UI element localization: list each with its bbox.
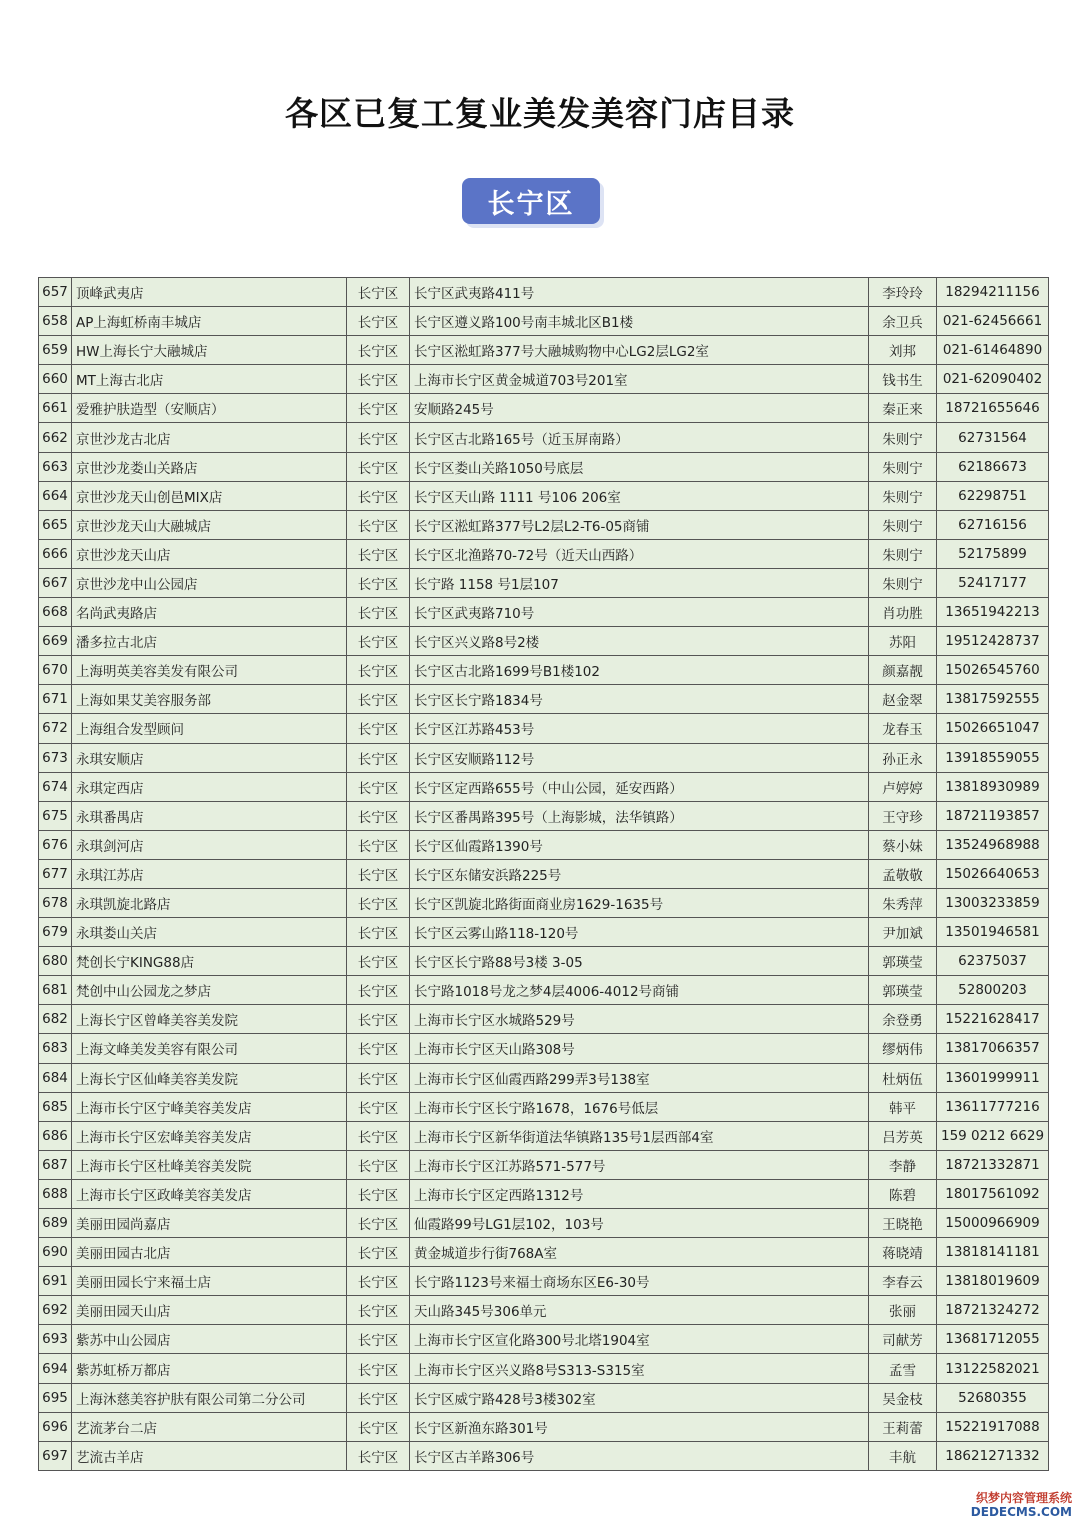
store-district: 长宁区 — [347, 336, 410, 365]
store-contact: 卢婷婷 — [869, 772, 937, 801]
store-table-body — [39, 278, 1049, 1471]
store-address: 长宁区威宁路428号3楼302室 — [410, 1383, 869, 1412]
store-phone: 15026651047 — [937, 714, 1049, 743]
row-number: 692 — [39, 1296, 72, 1325]
row-number: 674 — [39, 772, 72, 801]
store-name: 京世沙龙娄山关路店 — [72, 452, 347, 481]
row-number: 667 — [39, 568, 72, 597]
table-row — [39, 1238, 1049, 1267]
store-address: 上海市长宁区宣化路300号北塔1904室 — [410, 1325, 869, 1354]
table-row — [39, 685, 1049, 714]
store-phone: 159 0212 6629 — [937, 1121, 1049, 1150]
store-address: 上海市长宁区水城路529号 — [410, 1005, 869, 1034]
store-name: 上海市长宁区宁峰美容美发店 — [72, 1092, 347, 1121]
store-contact: 司献芳 — [869, 1325, 937, 1354]
store-address: 安顺路245号 — [410, 394, 869, 423]
store-address: 长宁区云雾山路118-120号 — [410, 918, 869, 947]
store-name: 京世沙龙天山创邑MIX店 — [72, 481, 347, 510]
store-name: 艺流古羊店 — [72, 1441, 347, 1470]
store-district: 长宁区 — [347, 1325, 410, 1354]
store-contact: 郭瑛莹 — [869, 947, 937, 976]
store-contact: 缪炳伟 — [869, 1034, 937, 1063]
store-phone: 18721193857 — [937, 801, 1049, 830]
table-row — [39, 1296, 1049, 1325]
table-row — [39, 1179, 1049, 1208]
store-district: 长宁区 — [347, 859, 410, 888]
store-name: 京世沙龙天山大融城店 — [72, 510, 347, 539]
store-district: 长宁区 — [347, 830, 410, 859]
store-address: 长宁区古羊路306号 — [410, 1441, 869, 1470]
store-address: 长宁区兴义路8号2楼 — [410, 627, 869, 656]
store-name: 紫苏虹桥万都店 — [72, 1354, 347, 1383]
store-district: 长宁区 — [347, 656, 410, 685]
store-contact: 张丽 — [869, 1296, 937, 1325]
store-name: 京世沙龙天山店 — [72, 539, 347, 568]
store-phone: 18721332871 — [937, 1150, 1049, 1179]
store-district: 长宁区 — [347, 918, 410, 947]
store-address: 上海市长宁区新华街道法华镇路135号1层西部4室 — [410, 1121, 869, 1150]
store-address: 长宁区新渔东路301号 — [410, 1412, 869, 1441]
store-contact: 李玲玲 — [869, 278, 937, 307]
store-district: 长宁区 — [347, 1063, 410, 1092]
store-address: 上海市长宁区黄金城道703号201室 — [410, 365, 869, 394]
row-number: 677 — [39, 859, 72, 888]
store-address: 长宁区武夷路411号 — [410, 278, 869, 307]
row-number: 678 — [39, 888, 72, 917]
store-address: 长宁区古北路165号（近玉屏南路） — [410, 423, 869, 452]
table-row — [39, 452, 1049, 481]
store-phone: 13818019609 — [937, 1267, 1049, 1296]
store-phone: 62731564 — [937, 423, 1049, 452]
table-row — [39, 859, 1049, 888]
store-name: 上海市长宁区杜峰美容美发院 — [72, 1150, 347, 1179]
store-district: 长宁区 — [347, 1412, 410, 1441]
store-contact: 杜炳伍 — [869, 1063, 937, 1092]
store-name: 紫苏中山公园店 — [72, 1325, 347, 1354]
store-address: 上海市长宁区天山路308号 — [410, 1034, 869, 1063]
store-name: 美丽田园尚嘉店 — [72, 1209, 347, 1238]
store-name: 永琪番禺店 — [72, 801, 347, 830]
store-district: 长宁区 — [347, 1034, 410, 1063]
table-row — [39, 1412, 1049, 1441]
store-address: 上海市长宁区兴义路8号S313-S315室 — [410, 1354, 869, 1383]
store-name: 梵创长宁KING88店 — [72, 947, 347, 976]
store-district: 长宁区 — [347, 278, 410, 307]
district-badge: 长宁区 — [462, 178, 600, 224]
store-address: 天山路345号306单元 — [410, 1296, 869, 1325]
store-phone: 13681712055 — [937, 1325, 1049, 1354]
table-row — [39, 365, 1049, 394]
store-contact: 苏阳 — [869, 627, 937, 656]
store-phone: 13651942213 — [937, 598, 1049, 627]
table-row — [39, 1005, 1049, 1034]
store-name: 上海沐慈美容护肤有限公司第二分公司 — [72, 1383, 347, 1412]
store-contact: 尹加斌 — [869, 918, 937, 947]
table-row — [39, 394, 1049, 423]
store-name: 上海文峰美发美容有限公司 — [72, 1034, 347, 1063]
row-number: 663 — [39, 452, 72, 481]
store-phone: 13122582021 — [937, 1354, 1049, 1383]
row-number: 684 — [39, 1063, 72, 1092]
store-contact: 秦正来 — [869, 394, 937, 423]
store-phone: 15000966909 — [937, 1209, 1049, 1238]
store-contact: 钱书生 — [869, 365, 937, 394]
table-row — [39, 1063, 1049, 1092]
table-row — [39, 627, 1049, 656]
row-number: 683 — [39, 1034, 72, 1063]
row-number: 670 — [39, 656, 72, 685]
row-number: 673 — [39, 743, 72, 772]
row-number: 676 — [39, 830, 72, 859]
store-contact: 吕芳英 — [869, 1121, 937, 1150]
store-name: 永琪凯旋北路店 — [72, 888, 347, 917]
store-name: 上海如果艾美容服务部 — [72, 685, 347, 714]
store-district: 长宁区 — [347, 1354, 410, 1383]
store-contact: 朱则宁 — [869, 452, 937, 481]
store-name: MT上海古北店 — [72, 365, 347, 394]
store-phone: 62716156 — [937, 510, 1049, 539]
store-phone: 021-62090402 — [937, 365, 1049, 394]
table-row — [39, 1441, 1049, 1470]
row-number: 659 — [39, 336, 72, 365]
table-row — [39, 888, 1049, 917]
store-district: 长宁区 — [347, 1092, 410, 1121]
store-name: 上海组合发型顾问 — [72, 714, 347, 743]
store-address: 上海市长宁区长宁路1678，1676号低层 — [410, 1092, 869, 1121]
store-contact: 吴金枝 — [869, 1383, 937, 1412]
store-address: 长宁区安顺路112号 — [410, 743, 869, 772]
store-phone: 62298751 — [937, 481, 1049, 510]
store-district: 长宁区 — [347, 1267, 410, 1296]
store-address: 长宁区仙霞路1390号 — [410, 830, 869, 859]
store-name: 艺流茅台二店 — [72, 1412, 347, 1441]
table-row — [39, 307, 1049, 336]
table-row — [39, 1325, 1049, 1354]
store-address: 长宁区番禺路395号（上海影城，法华镇路） — [410, 801, 869, 830]
store-district: 长宁区 — [347, 510, 410, 539]
store-name: 顶峰武夷店 — [72, 278, 347, 307]
row-number: 679 — [39, 918, 72, 947]
store-name: 永琪定西店 — [72, 772, 347, 801]
store-district: 长宁区 — [347, 685, 410, 714]
store-district: 长宁区 — [347, 772, 410, 801]
row-number: 689 — [39, 1209, 72, 1238]
table-row — [39, 714, 1049, 743]
table-row — [39, 598, 1049, 627]
table-row — [39, 1383, 1049, 1412]
store-contact: 陈碧 — [869, 1179, 937, 1208]
store-district: 长宁区 — [347, 1005, 410, 1034]
store-district: 长宁区 — [347, 307, 410, 336]
store-district: 长宁区 — [347, 394, 410, 423]
store-district: 长宁区 — [347, 976, 410, 1005]
store-district: 长宁区 — [347, 1441, 410, 1470]
store-phone: 13611777216 — [937, 1092, 1049, 1121]
row-number: 669 — [39, 627, 72, 656]
store-district: 长宁区 — [347, 743, 410, 772]
store-phone: 13918559055 — [937, 743, 1049, 772]
store-name: 上海市长宁区政峰美容美发店 — [72, 1179, 347, 1208]
store-address: 长宁区东储安浜路225号 — [410, 859, 869, 888]
table-row — [39, 656, 1049, 685]
store-address: 上海市长宁区江苏路571-577号 — [410, 1150, 869, 1179]
store-phone: 13601999911 — [937, 1063, 1049, 1092]
table-row — [39, 1354, 1049, 1383]
store-name: 上海长宁区曾峰美容美发院 — [72, 1005, 347, 1034]
store-name: 上海明英美容美发有限公司 — [72, 656, 347, 685]
store-contact: 肖功胜 — [869, 598, 937, 627]
store-name: 美丽田园天山店 — [72, 1296, 347, 1325]
table-row — [39, 1267, 1049, 1296]
store-district: 长宁区 — [347, 568, 410, 597]
store-contact: 孟雪 — [869, 1354, 937, 1383]
store-contact: 蔡小妹 — [869, 830, 937, 859]
table-row — [39, 1034, 1049, 1063]
table-row — [39, 1121, 1049, 1150]
store-address: 长宁区江苏路453号 — [410, 714, 869, 743]
row-number: 686 — [39, 1121, 72, 1150]
store-name: 美丽田园古北店 — [72, 1238, 347, 1267]
store-name: 京世沙龙中山公园店 — [72, 568, 347, 597]
store-contact: 朱则宁 — [869, 423, 937, 452]
store-contact: 王莉蕾 — [869, 1412, 937, 1441]
row-number: 681 — [39, 976, 72, 1005]
row-number: 668 — [39, 598, 72, 627]
store-name: 名尚武夷路店 — [72, 598, 347, 627]
row-number: 691 — [39, 1267, 72, 1296]
store-address: 长宁区遵义路100号南丰城北区B1楼 — [410, 307, 869, 336]
store-phone: 15221628417 — [937, 1005, 1049, 1034]
store-contact: 刘邦 — [869, 336, 937, 365]
page-title: 各区已复工复业美发美容门店目录 — [285, 94, 795, 133]
row-number: 671 — [39, 685, 72, 714]
row-number: 694 — [39, 1354, 72, 1383]
table-row — [39, 801, 1049, 830]
store-address: 长宁区长宁路1834号 — [410, 685, 869, 714]
store-contact: 龙春玉 — [869, 714, 937, 743]
store-name: 永琪娄山关店 — [72, 918, 347, 947]
row-number: 661 — [39, 394, 72, 423]
store-name: 爱雅护肤造型（安顺店） — [72, 394, 347, 423]
table-row — [39, 772, 1049, 801]
store-contact: 朱则宁 — [869, 481, 937, 510]
store-address: 长宁区娄山关路1050号底层 — [410, 452, 869, 481]
store-contact: 蒋晓靖 — [869, 1238, 937, 1267]
row-number: 685 — [39, 1092, 72, 1121]
store-district: 长宁区 — [347, 888, 410, 917]
store-phone: 52680355 — [937, 1383, 1049, 1412]
store-district: 长宁区 — [347, 598, 410, 627]
row-number: 666 — [39, 539, 72, 568]
table-row — [39, 1150, 1049, 1179]
store-contact: 朱则宁 — [869, 568, 937, 597]
store-district: 长宁区 — [347, 1150, 410, 1179]
store-contact: 韩平 — [869, 1092, 937, 1121]
store-phone: 13817592555 — [937, 685, 1049, 714]
store-name: 永琪江苏店 — [72, 859, 347, 888]
store-contact: 颜嘉靓 — [869, 656, 937, 685]
table-row — [39, 510, 1049, 539]
store-phone: 13003233859 — [937, 888, 1049, 917]
row-number: 696 — [39, 1412, 72, 1441]
store-phone: 52800203 — [937, 976, 1049, 1005]
store-contact: 李春云 — [869, 1267, 937, 1296]
store-phone: 18017561092 — [937, 1179, 1049, 1208]
table-row — [39, 947, 1049, 976]
store-district: 长宁区 — [347, 1209, 410, 1238]
store-phone: 13818930989 — [937, 772, 1049, 801]
store-contact: 王晓艳 — [869, 1209, 937, 1238]
table-row — [39, 539, 1049, 568]
table-row — [39, 743, 1049, 772]
watermark-line2: DEDECMS.COM — [970, 1505, 1072, 1519]
store-phone: 18621271332 — [937, 1441, 1049, 1470]
store-district: 长宁区 — [347, 481, 410, 510]
store-contact: 孙正永 — [869, 743, 937, 772]
row-number: 664 — [39, 481, 72, 510]
row-number: 682 — [39, 1005, 72, 1034]
row-number: 688 — [39, 1179, 72, 1208]
row-number: 658 — [39, 307, 72, 336]
store-district: 长宁区 — [347, 714, 410, 743]
table-row — [39, 1092, 1049, 1121]
store-phone: 19512428737 — [937, 627, 1049, 656]
store-phone: 021-61464890 — [937, 336, 1049, 365]
store-name: 梵创中山公园龙之梦店 — [72, 976, 347, 1005]
store-contact: 朱则宁 — [869, 539, 937, 568]
row-number: 662 — [39, 423, 72, 452]
table-row — [39, 423, 1049, 452]
store-address: 长宁区淞虹路377号L2层L2-T6-05商铺 — [410, 510, 869, 539]
table-row — [39, 568, 1049, 597]
store-phone: 52175899 — [937, 539, 1049, 568]
store-table-wrap — [38, 277, 1048, 1471]
store-address: 长宁区武夷路710号 — [410, 598, 869, 627]
store-district: 长宁区 — [347, 947, 410, 976]
store-phone: 18721655646 — [937, 394, 1049, 423]
store-address: 长宁区古北路1699号B1楼102 — [410, 656, 869, 685]
store-district: 长宁区 — [347, 627, 410, 656]
store-address: 长宁区定西路655号（中山公园，延安西路） — [410, 772, 869, 801]
store-address: 长宁路1018号龙之梦4层4006-4012号商铺 — [410, 976, 869, 1005]
store-address: 长宁区凯旋北路街面商业房1629-1635号 — [410, 888, 869, 917]
store-district: 长宁区 — [347, 539, 410, 568]
store-district: 长宁区 — [347, 1296, 410, 1325]
store-name: 美丽田园长宁来福士店 — [72, 1267, 347, 1296]
store-phone: 15026640653 — [937, 859, 1049, 888]
store-phone: 18294211156 — [937, 278, 1049, 307]
store-address: 仙霞路99号LG1层102，103号 — [410, 1209, 869, 1238]
table-row — [39, 830, 1049, 859]
table-row — [39, 918, 1049, 947]
store-name: 上海长宁区仙峰美容美发院 — [72, 1063, 347, 1092]
store-district: 长宁区 — [347, 452, 410, 481]
store-contact: 余登勇 — [869, 1005, 937, 1034]
table-row — [39, 976, 1049, 1005]
row-number: 660 — [39, 365, 72, 394]
row-number: 687 — [39, 1150, 72, 1179]
row-number: 665 — [39, 510, 72, 539]
store-phone: 15221917088 — [937, 1412, 1049, 1441]
store-district: 长宁区 — [347, 1238, 410, 1267]
store-phone: 13524968988 — [937, 830, 1049, 859]
store-name: 永琪安顺店 — [72, 743, 347, 772]
store-name: HW上海长宁大融城店 — [72, 336, 347, 365]
store-contact: 丰航 — [869, 1441, 937, 1470]
store-district: 长宁区 — [347, 365, 410, 394]
store-name: AP上海虹桥南丰城店 — [72, 307, 347, 336]
store-address: 长宁区北渔路70-72号（近天山西路） — [410, 539, 869, 568]
store-district: 长宁区 — [347, 1121, 410, 1150]
store-table — [38, 277, 1049, 1471]
store-phone: 62375037 — [937, 947, 1049, 976]
store-contact: 李静 — [869, 1150, 937, 1179]
store-address: 长宁区长宁路88号3楼 3-05 — [410, 947, 869, 976]
store-district: 长宁区 — [347, 423, 410, 452]
table-row — [39, 481, 1049, 510]
store-district: 长宁区 — [347, 1383, 410, 1412]
store-contact: 赵金翠 — [869, 685, 937, 714]
table-row — [39, 278, 1049, 307]
watermark — [971, 1491, 1072, 1519]
row-number: 697 — [39, 1441, 72, 1470]
store-phone: 62186673 — [937, 452, 1049, 481]
store-contact: 王守珍 — [869, 801, 937, 830]
store-address: 长宁区淞虹路377号大融城购物中心LG2层LG2室 — [410, 336, 869, 365]
table-row — [39, 1209, 1049, 1238]
store-phone: 52417177 — [937, 568, 1049, 597]
store-contact: 孟敬敬 — [869, 859, 937, 888]
store-phone: 13501946581 — [937, 918, 1049, 947]
store-phone: 13818141181 — [937, 1238, 1049, 1267]
store-district: 长宁区 — [347, 1179, 410, 1208]
row-number: 675 — [39, 801, 72, 830]
store-name: 潘多拉古北店 — [72, 627, 347, 656]
store-contact: 朱秀萍 — [869, 888, 937, 917]
store-contact: 余卫兵 — [869, 307, 937, 336]
store-name: 京世沙龙古北店 — [72, 423, 347, 452]
row-number: 695 — [39, 1383, 72, 1412]
row-number: 693 — [39, 1325, 72, 1354]
row-number: 657 — [39, 278, 72, 307]
row-number: 690 — [39, 1238, 72, 1267]
store-phone: 18721324272 — [937, 1296, 1049, 1325]
store-contact: 郭瑛莹 — [869, 976, 937, 1005]
store-phone: 13817066357 — [937, 1034, 1049, 1063]
table-row — [39, 336, 1049, 365]
store-address: 上海市长宁区定西路1312号 — [410, 1179, 869, 1208]
store-address: 长宁路1123号来福士商场东区E6-30号 — [410, 1267, 869, 1296]
watermark-line1: 织梦内容管理系统 — [975, 1491, 1072, 1505]
store-address: 上海市长宁区仙霞西路299弄3号138室 — [410, 1063, 869, 1092]
store-contact: 朱则宁 — [869, 510, 937, 539]
store-address: 长宁路 1158 号1层107 — [410, 568, 869, 597]
store-name: 永琪剑河店 — [72, 830, 347, 859]
row-number: 672 — [39, 714, 72, 743]
row-number: 680 — [39, 947, 72, 976]
store-phone: 15026545760 — [937, 656, 1049, 685]
store-phone: 021-62456661 — [937, 307, 1049, 336]
store-address: 长宁区天山路 1111 号106 206室 — [410, 481, 869, 510]
store-district: 长宁区 — [347, 801, 410, 830]
store-address: 黄金城道步行街768A室 — [410, 1238, 869, 1267]
store-name: 上海市长宁区宏峰美容美发店 — [72, 1121, 347, 1150]
